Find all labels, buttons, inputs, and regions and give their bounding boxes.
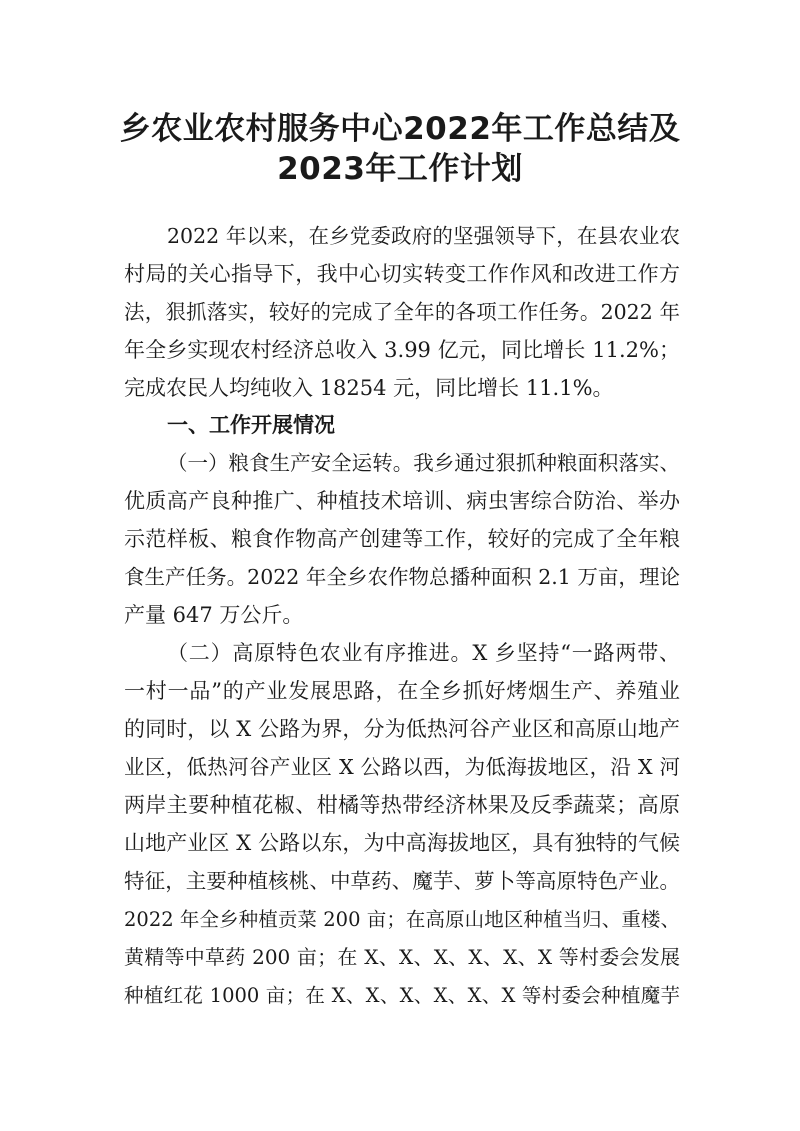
paragraph-line: 2022 年以来，在乡党委政府的坚强领导下，在县农业农 — [167, 224, 680, 248]
paragraph-line: （一）粮食生产安全运转。我乡通过狠抓种粮面积落实、 — [167, 451, 680, 475]
document-title-line-1: 乡农业农村服务中心2022年工作总结及 — [119, 111, 681, 147]
paragraph-line: 年全乡实现农村经济总收入 3.99 亿元，同比增长 11.2%； — [124, 338, 680, 362]
paragraph-line: 村局的关心指导下，我中心切实转变工作作风和改进工作方 — [124, 262, 680, 286]
paragraph-line: 特征，主要种植核桃、中草药、魔芋、萝卜等高原特色产业。 — [124, 869, 680, 893]
section-heading: 一、工作开展情况 — [167, 413, 335, 437]
paragraph-line: 优质高产良种推广、种植技术培训、病虫害综合防治、举办 — [124, 489, 680, 513]
paragraph-line: 产量 647 万公斤。 — [124, 603, 304, 627]
paragraph-line: 法，狠抓落实，较好的完成了全年的各项工作任务。2022 年 — [124, 300, 680, 324]
paragraph-line: 食生产任务。2022 年全乡农作物总播种面积 2.1 万亩，理论 — [124, 565, 680, 589]
paragraph-line: 2022 年全乡种植贡菜 200 亩；在高原山地区种植当归、重楼、 — [124, 908, 680, 931]
paragraph-line: （二）高原特色农业有序推进。X 乡坚持“一路两带、 — [167, 641, 680, 665]
paragraph-line: 一村一品”的产业发展思路，在全乡抓好烤烟生产、养殖业 — [124, 679, 680, 703]
paragraph-line: 种植红花 1000 亩；在 X、X、X、X、X、X 等村委会种植魔芋 — [124, 984, 680, 1007]
paragraph-line: 示范样板、粮食作物高产创建等工作，较好的完成了全年粮 — [124, 527, 680, 551]
document-title-line-2: 2023年工作计划 — [277, 151, 523, 187]
paragraph-line: 业区，低热河谷产业区 X 公路以西，为低海拔地区，沿 X 河 — [124, 755, 680, 779]
paragraph-line: 的同时，以 X 公路为界，分为低热河谷产业区和高原山地产 — [124, 717, 680, 741]
paragraph-line: 完成农民人均纯收入 18254 元，同比增长 11.1%。 — [124, 376, 614, 400]
paragraph-line: 黄精等中草药 200 亩；在 X、X、X、X、X、X 等村委会发展 — [124, 945, 680, 969]
paragraph-line: 两岸主要种植花椒、柑橘等热带经济林果及反季蔬菜；高原 — [124, 793, 680, 817]
paragraph-line: 山地产业区 X 公路以东，为中高海拔地区，具有独特的气候 — [124, 831, 680, 855]
